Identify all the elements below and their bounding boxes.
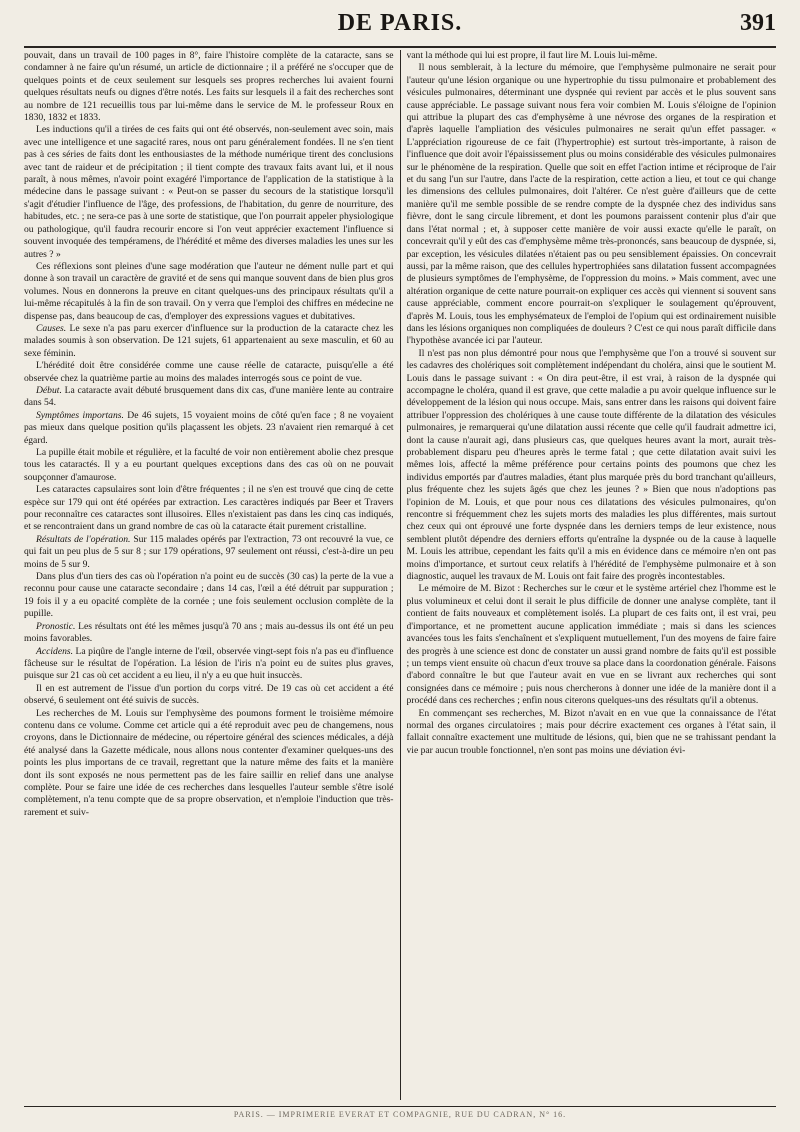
section-heading: Accidens. — [36, 645, 74, 657]
paragraph — [24, 621, 394, 646]
paragraph — [24, 385, 394, 410]
paragraph — [24, 410, 394, 447]
paragraph-text: Le mémoire de M. Bizot : Recherches sur le cœur et le système artériel chez l'homme est le plus volumineux et celui dont il serait le plus difficile de donner une analyse complète, tant il contient de faits nouveaux et complètement isolés. La plupart de ces faits ont, il est vrai, peu d'importance, et ne promettent aucune application immédiate ; mais si dans les sciences avancées tous les faits s'enchaînent et s'expliquent mutuellement, l'un des moyens de faire faire des progrès à une science est donc de constater un aussi grand nombre de faits qu'il est possible ; un temps vient ensuite où chacun d'eux trouve sa place dans la coordonation générale. Faisons d'abord connaître le but que l'auteur avait en vue en se livrant aux recherches qui sont consignées dans ce mémoire ; puis nous chercherons à donner une idée de la manière dont il a procédé dans ces recherches ; enfin nous citerons quelques-uns des résultats qu'il a obtenus. — [406, 583, 776, 707]
paragraph — [407, 50, 777, 62]
paragraph-text: Sur 115 malades opérés par l'extraction, 73 ont recouvré la vue, ce qui fait un peu plus de 5 sur 8 ; sur 179 opérations, 97 seulement ont réussi, c'est-à-dire un peu moins de 5 sur 9. — [24, 533, 394, 570]
paragraph — [24, 323, 394, 360]
paragraph-text: La pupille était mobile et régulière, et la faculté de voir non entièrement abolie chez presque tous les cataractés. Il y a eu pourtant quelques exceptions dans des cas où on ne pouvait soupçonner d'amaurose. — [24, 447, 394, 483]
paragraph — [24, 534, 394, 571]
paragraph — [407, 583, 777, 707]
paragraph-text: En commençant ses recherches, M. Bizot n'avait en en vue que la connaissance de l'état normal des organes circulatoires ; mais pour décrire exactement ces organes à l'état sain, il fallait connaître exactement une multitude de lésions, qui, bien que ne se trahissant pendant la vie par aucun trouble fonctionnel, n'en sont pas moins une déviation évi- — [406, 707, 776, 756]
article-body — [24, 50, 776, 1100]
section-heading: Symptômes importans. — [36, 409, 124, 421]
paragraph — [407, 62, 777, 347]
paragraph — [24, 484, 394, 534]
paragraph-text: Le sexe n'a pas paru exercer d'influence sur la production de la cataracte chez les malades soumis à son observation. De 121 sujets, 61 appartenaient au sexe masculin, et 60 au sexe féminin. — [24, 322, 394, 359]
paragraph-text: La piqûre de l'angle interne de l'œil, observée vingt-sept fois n'a pas eu d'influence fâcheuse sur le résultat de l'opération. La lésion de l'iris n'a point eu de suites plus graves, puisque sur 21 cas où cet accident a eu lieu, il n'y a eu que huit insuccès. — [24, 645, 394, 682]
section-heading: Causes. — [36, 322, 67, 334]
paragraph-text: Les inductions qu'il a tirées de ces faits qui ont été observés, non-seulement avec soin, mais avec une intelligence et une sagacité rares, nous ont paru généralement fondées. Il ne s'en tient pas à ces séries de faits dont les enthousiastes de la méthode numérique tirent des conclusions avec tant de raideur et de précipitation ; il tient compte des travaux faits avant lui, et il nous paraît, à nous mêmes, n'avoir point exagéré l'importance de l'application de la statistique à la médecine dans le passage suivant : « Peut-on se passer du secours de la statistique lorsqu'il s'agit d'étudier l'influence de l'âge, des professions, de l'habitation, du genre de nourriture, des habitudes, etc. ; ne sera-ce pas à une sorte de statistique, que l'on pourrait appeler physiologique ou pathologique, qu'il faudra recourir encore si l'on veut apprécier exactement l'influence si souvent invoquée des tempéramens, de l'hérédité et même des diverses maladies les unes sur les autres ? » — [24, 124, 394, 260]
paragraph-text: La cataracte avait débuté brusquement dans dix cas, d'une manière lente au contraire dans 54. — [24, 384, 394, 409]
section-heading: Début. — [36, 384, 62, 396]
paragraph-text: pouvait, dans un travail de 100 pages in 8°, faire l'histoire complète de la cataracte, sans se condamner à ne faire qu'un résumé, un article de dictionnaire ; il a préféré ne s'occuper que de quelques points et de ceux seulement sur lesquels ses propres recherches lui avaient fourni quelques résultats neufs ou dignes d'être notés. Les faits sur lesquels il a fait des recherches sont au nombre de 121 recueillis tous par lui-même dans le service de M. le professeur Roux en 1830, 1832 et 1833. — [24, 50, 394, 124]
paragraph-text: L'hérédité doit être considérée comme une cause réelle de cataracte, puisqu'elle a été observée chez la quatrième partie au moins des malades interrogés sous ce point de vue. — [24, 360, 394, 384]
paragraph — [24, 261, 394, 323]
paragraph-text: Il n'est pas non plus démontré pour nous que l'emphysème que l'on a trouvé si souvent sur les cadavres des cholériques soit complètement indépendant du choléra, ainsi que le soutient M. Louis dans le passage suivant : « On dira peut-être, il est vrai, à raison de la dyspnée qui accompagne le choléra, quand il est grave, que cette maladie a pu avoir quelque influence sur le développement de la lésion qui nous occupe. Mais, sans entrer dans les raisons qui doivent faire attribuer l'oppression des cholériques à une cause toute différente de la dilatation des vésicules pulmonaires, je remarquerai qu'une dilatation aussi récente que celle qu'il faudrait admettre ici, dont la cause n'aurait agi, dans plusieurs cas, que quelques heures avant la mort, aurait très-probablement disparu peu d'heures après le terme fatal ; que cette dilatation avait suivi les mêmes lois, affecté la même préférence pour certains points des poumons que chez les individus emportés par d'autres maladies, étant plus marquée près du bord tranchant qu'ailleurs, plus fréquente chez les sujets âgés que chez les jeunes ? » Bien que nous n'adoptions pas l'opinion de M. Louis, et que pour nous ces dilatations des vésicules pulmonaires, qu'on rencontre si fréquemment chez les sujets morts des maladies les plus différentes, mais surtout chez ceux qui ont éprouvé une forte dyspnée dans les derniers temps de leur existence, nous semblent plutôt dépendre des derniers efforts qu'entraîne la dyspnée ou de la cause à laquelle M. Louis les attribue, cependant les faits qu'il a mis en évidence dans ce mémoire n'en ont pas moins d'importance, et surtout ceux relatifs à l'hérédité de l'emphysème pulmonaire et à son diagnostic, auquel les travaux de M. Louis ont fait faire des progrès incontestables. — [406, 347, 776, 583]
newspaper-title: DE PARIS. — [337, 10, 463, 36]
paragraph — [24, 708, 394, 820]
paragraph-text: Ces réflexions sont pleines d'une sage modération que l'auteur ne dément nulle part et qui donne à son travail un caractère de gravité et de sens qui manque souvent dans de bien plus gros volumes. Nous en donnerons la preuve en citant quelques-uns des principaux résultats qu'il a lui-même récapitulés à la fin de son travail. On y verra que l'emploi des chiffres en médecine ne dispense pas, dans beaucoup de cas, d'employer des expressions vagues et dubitatives. — [24, 260, 394, 322]
section-heading: Résultats de l'opération. — [36, 533, 131, 545]
paragraph-text: Dans plus d'un tiers des cas où l'opération n'a point eu de succès (30 cas) la perte de la vue a reconnu pour cause une cataracte secondaire ; dans 14 cas, l'œil a été détruit par suppuration ; 19 fois il y a eu opacité complète de la cornée ; une fois seulement occlusion complète de la pupille. — [24, 571, 394, 620]
paragraph-text: Il en est autrement de l'issue d'un portion du corps vitré. De 19 cas où cet accident a été observé, 6 seulement ont été suivis de succès. — [24, 682, 394, 707]
paragraph-text: Les recherches de M. Louis sur l'emphysème des poumons forment le troisième mémoire contenu dans ce volume. Comme cet article qui a été reproduit avec peu de changemens, nous croyons, dans le Dictionnaire de médecine, ou répertoire général des sciences médicales, a déjà été analysé dans la Gazette médicale, nous allons nous contenter d'examiner quelques-uns des points les plus importans de ce travail, regrettant que la nature même des faits et la manière dont ils sont exposés ne nous permettent pas de les faire saillir en relief dans une analyse complète. Pour se faire une idée de ces recherches dans lesquelles l'auteur semble s'être isolé complètement, n'a tenu compte que de sa propre observation, et n'emploie l'induction que très-rarement et suiv- — [24, 707, 394, 818]
paragraph-text: Il nous semblerait, à la lecture du mémoire, que l'emphysème pulmonaire ne serait pour l'auteur qu'une lésion organique ou une hypertrophie du tissu pulmonaire et probablement des vésicules pulmonaires, déterminant une dyspnée qui revient par accès et le plus souvent sans cause appréciable. Le passage suivant nous fera voir combien M. Louis s'éloigne de l'opinion qui attribue la plupart des cas d'emphysème à une névrose des organes de la respiration et d'après laquelle l'ampliation des vésicules pulmonaires ne serait qu'un effet passager. « L'appréciation rigoureuse de ce fait (l'hypertrophie) est surtout très-importante, à raison de l'influence que doit avoir l'épaississement plus ou moins considérable des vésicules pulmonaires sur le phénomène de la respiration. Quelle que soit en effet l'action intime et réciproque de l'air et du sang l'un sur l'autre, dans l'acte de la respiration, cette action a lieu, et tout ce qui change les dimensions des cellules pulmonaires, doit l'altérer. Ce n'est guère d'ailleurs que de cette manière qu'il me semble possible de se rendre compte de la dyspnée chez des individus sans fièvre, dont le sang circule librement, et dont les poumons paraissent contenir plus d'air que dans l'état normal ; et, à supposer cette manière de voir aussi exacte qu'elle le paraît, on concevrait qu'il y eût des cas d'emphysème même très-prononcés, sans beaucoup de dyspnée, si, par exception, les vésicules dilatées n'étaient pas ou peu sensiblement épaissies. On concevrait aussi, par la même raison, que des cellules hypertrophiées sans dilatation fussent accompagnées de plusieurs symptômes de l'emphysème, de l'oppression du moins. » Mais comment, avec une altération organique de cette nature pourrait-on expliquer ces accès qui viennent si souvent sans cause appréciable, comment encore pourrait-on s'expliquer le soulagement qu'éprouvent, d'après M. Louis, tous les emphysémateux de l'emploi de l'opium qui est ordinairement nuisible dans les lésions organiques non compliquées de douleurs ? C'est ce qui nous paraît difficile dans l'hypothèse avancée ici par l'auteur. — [406, 62, 776, 347]
right-column — [407, 50, 777, 1100]
paragraph — [24, 646, 394, 683]
paragraph — [24, 683, 394, 708]
paragraph-text: vant la méthode qui lui est propre, il faut lire M. Louis lui-même. — [406, 50, 658, 61]
page-number: 391 — [740, 10, 776, 36]
paragraph-text: Les résultats ont été les mêmes jusqu'à 70 ans ; mais au-dessus ils ont été un peu moins favorables. — [24, 620, 394, 645]
paragraph-text: Les cataractes capsulaires sont loin d'être fréquentes ; il ne s'en est trouvé que cinq de cette espèce sur 179 qui ont été opérées par extraction. Les caractères indiqués par Beer et Travers pour reconnaître ces cataractes sont illusoires. Elles n'existaient pas dans les cinq cas indiqués, et se rencontraient dans un grand nombre de cas où la cataracte était purement cristalline. — [24, 484, 394, 533]
printer-imprint: PARIS. — IMPRIMERIE EVERAT ET COMPAGNIE, RUE DU CADRAN, N° 16. — [24, 1106, 776, 1130]
page-header — [24, 6, 776, 48]
paragraph — [24, 124, 394, 260]
paragraph — [24, 360, 394, 385]
left-column — [24, 50, 394, 1100]
section-heading: Pronostic. — [36, 620, 76, 632]
column-divider — [400, 50, 401, 1100]
paragraph — [24, 50, 394, 124]
paragraph — [407, 348, 777, 584]
paragraph — [407, 708, 777, 758]
paragraph — [24, 447, 394, 484]
paragraph-text: De 46 sujets, 15 voyaient moins de côté qu'en face ; 8 ne voyaient pas mieux dans quelque position qu'ils plaçassent les objets. 23 n'avaient rien remarqué à cet égard. — [24, 409, 394, 446]
paragraph — [24, 571, 394, 621]
